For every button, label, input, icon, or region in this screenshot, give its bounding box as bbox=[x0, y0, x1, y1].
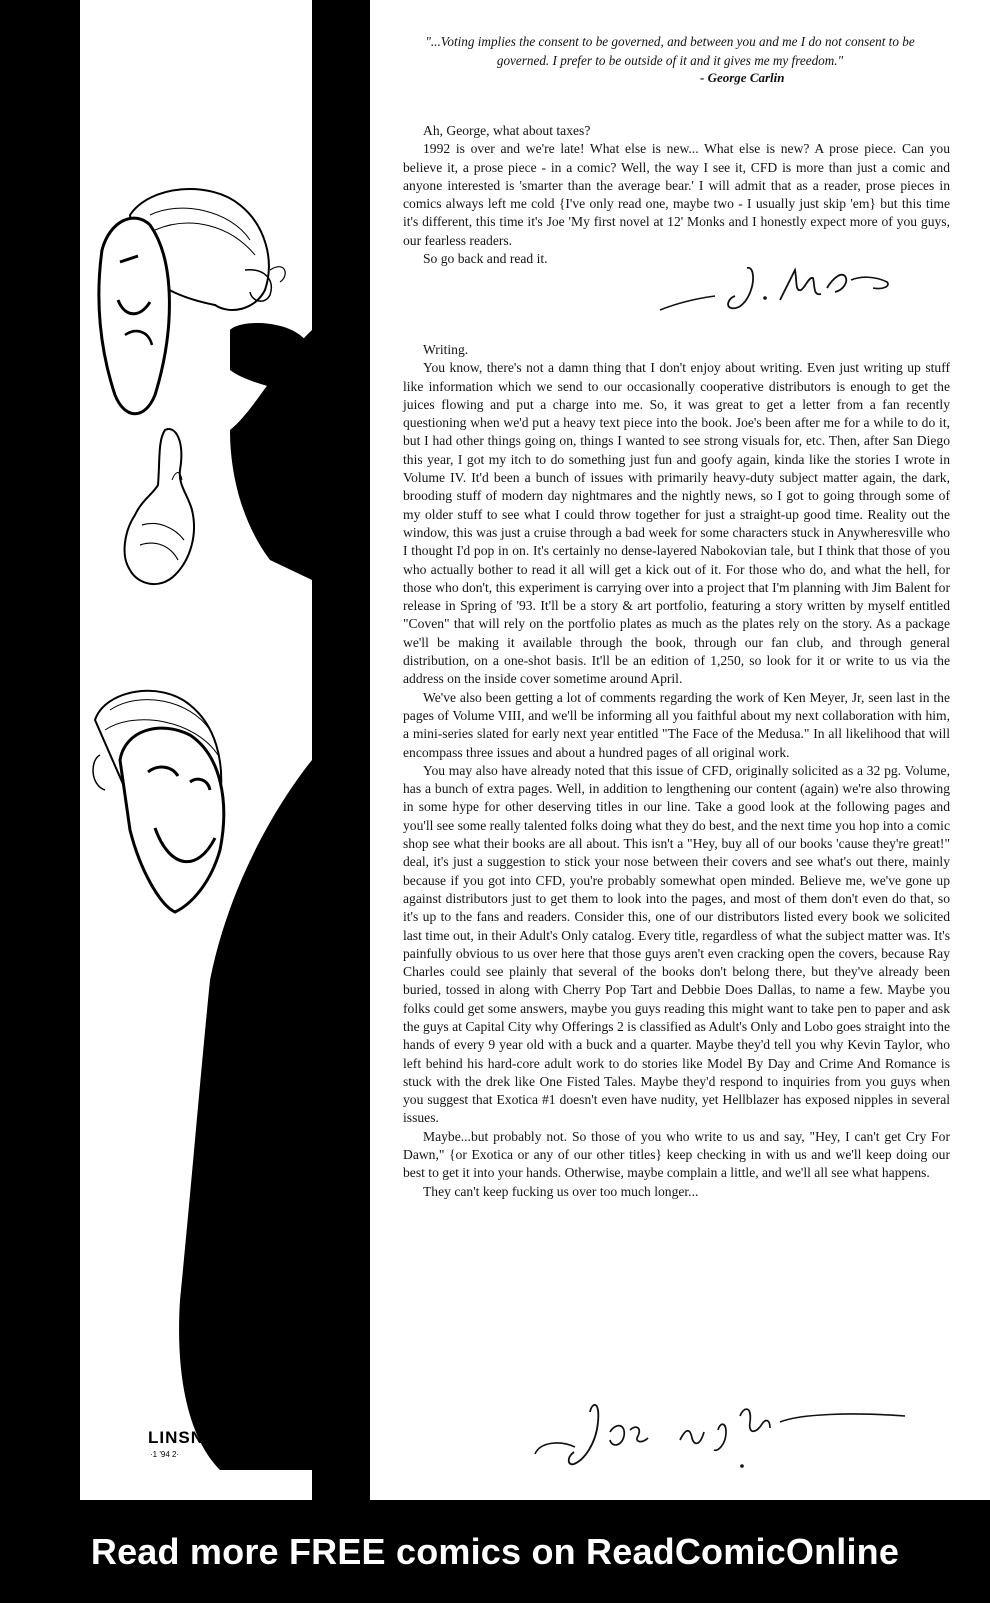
paragraph: So go back and read it. bbox=[423, 251, 548, 267]
text-panel bbox=[370, 0, 990, 1500]
epigraph-quote: "...Voting implies the consent to be governed, and between you and me I do not consent to be governed. I prefer to be outside of it and it gives me my freedom." bbox=[425, 34, 915, 68]
paragraph: Maybe...but probably not. So those of you who write to us and say, "Hey, I can't get Cry For Dawn," {or Exotica or any of our other titles} keep checking in with us and we'll keep doing our best to get it into your hands. Otherwise, maybe complain a little, and we'll all see what happens. bbox=[403, 1128, 950, 1181]
artwork-panel bbox=[80, 0, 312, 1500]
epigraph-author: - George Carlin bbox=[700, 70, 785, 85]
editorial-section-2 bbox=[403, 341, 950, 1201]
artist-date: ·1 '94 2· bbox=[150, 1450, 180, 1459]
paragraph: We've also been getting a lot of comments regarding the work of Ken Meyer, Jr, seen last in the pages of Volume VIII, and we'll be informing all you faithful about my next collaboration with him, a mini-series slated for early next year entitled "The Face of the Medusa." In all likelihood that will encompass three issues and about a hundred pages of all original work. bbox=[403, 689, 950, 760]
footer-banner[interactable] bbox=[0, 1500, 990, 1603]
mask-illustration bbox=[80, 0, 312, 1500]
footer-banner-text[interactable]: Read more FREE comics on ReadComicOnline bbox=[90, 1530, 900, 1572]
paragraph: They can't keep fucking us over too much longer... bbox=[423, 1183, 699, 1199]
signature-1 bbox=[655, 258, 905, 320]
artist-signature: LINSNER bbox=[148, 1428, 230, 1447]
paragraph: 1992 is over and we're late! What else is new... What else is new? A prose piece. Can you believe it, a prose piece - in a comic? Well, the way I see it, CFD is more than just a comic and anyone interested is 'smarter than the average bear.' I will admit that as a reader, prose pieces in comics always left me cold {I've only read one, maybe two - I usually just skip 'em} but this time it's different, this time it's Joe 'My first novel at 12' Monks and I honestly expect more of you guys, our fearless readers. bbox=[403, 141, 950, 248]
editorial-section-1 bbox=[403, 122, 950, 268]
paragraph: Ah, George, what about taxes? bbox=[423, 123, 591, 138]
paragraph: You may also have already noted that this issue of CFD, originally solicited as a 32 pg. Volume, has a bunch of extra pages. Well, in addition to lengthening our content (again) we're also throwing in some hype for other deserving titles in our line. Take a good look at the following pages and you'll see some really talented folks doing what they do best, and the next time you hop into a comic shop see what their books are all about. This isn't a "Hey, buy all of our books 'cause they're great!" deal, it's just a suggestion to stick your nose between their covers and see what's out there, mainly because if you got into CFD, you're probably somewhat open minded. Believe me, we've gone up against distributors just to get them to look into the pages, and most of them don't even do that, so it's up to the fans and readers. Consider this, one of our distributors listed every book we solicited last time out, in their Adult's Only catalog. Every title, regardless of what the subject matter was. It's painfully obvious to us over here that those guys aren't even cracking open the covers, because Ray Charles could see plainly that several of the books don't belong there, but they've already been buried, tossed in along with Cherry Pop Tart and Debbie Does Dallas, to name a few. Maybe you folks could get some answers, maybe you guys reading this might want to take pen to paper and ask the guys at Capital City why Offerings 2 is classified as Adult's Only and Lobo goes straight into the hands of every 9 year old with a buck and a quarter. Maybe they'd tell you why Kevin Taylor, who left behind his hard-core adult work to do stories like Model By Day and Crime And Romance is stuck with the drek like One Fisted Tales. Maybe they'd respond to inquiries from you guys when you suggest that Exotica #1 doesn't even have nudity, yet Hellblazer has exposed nipples in several issues. bbox=[403, 762, 950, 1126]
signature-2 bbox=[530, 1392, 930, 1487]
paragraph: Writing. bbox=[423, 342, 469, 357]
paragraph: You know, there's not a damn thing that I don't enjoy about writing. Even just writing up stuff like information which we send to our occasionally cooperative distributors is enough to get the juices flowing and put a charge into me. So, it was great to get a letter from a fan recently questioning when we'd put a heavy text piece into the book. Joe's been after me for a while to do it, but I had other things going on, things I wanted to see strong visuals for, etc. Then, after San Diego this year, I got my itch to do something just fun and goofy again, kinda like the stories I wrote in Volume IV. It'd been a bunch of issues with primarily heavy-duty subject matter again, the dark, brooding stuff of modern day nightmares and the nightly news, so I got to going through some of my older stuff to see what I could throw together for just a straight-up good time. Reality out the window, this was just a cruise through a bad week for some characters stuck in Anywheresville who I thought I'd pop in on. It's certainly no dense-layered Nabokovian tale, but I think that those of you who actually bother to read it all will get a kick out of it. For those who do, and what the hell, for those who don't, this experiment is carrying over into a project that I'm planning with Jim Balent for release in Spring of '93. It'll be a story & art portfolio, featuring a story written by myself entitled "Coven" that will rely on the portfolio plates as much as the plates rely on the story. As a package we'll be making it available through the book, through our fan club, and through general distribution, on a one-shot basis. It'll be an edition of 1,250, so look for it or write to us via the address on the inside cover sometime around April. bbox=[403, 360, 950, 687]
